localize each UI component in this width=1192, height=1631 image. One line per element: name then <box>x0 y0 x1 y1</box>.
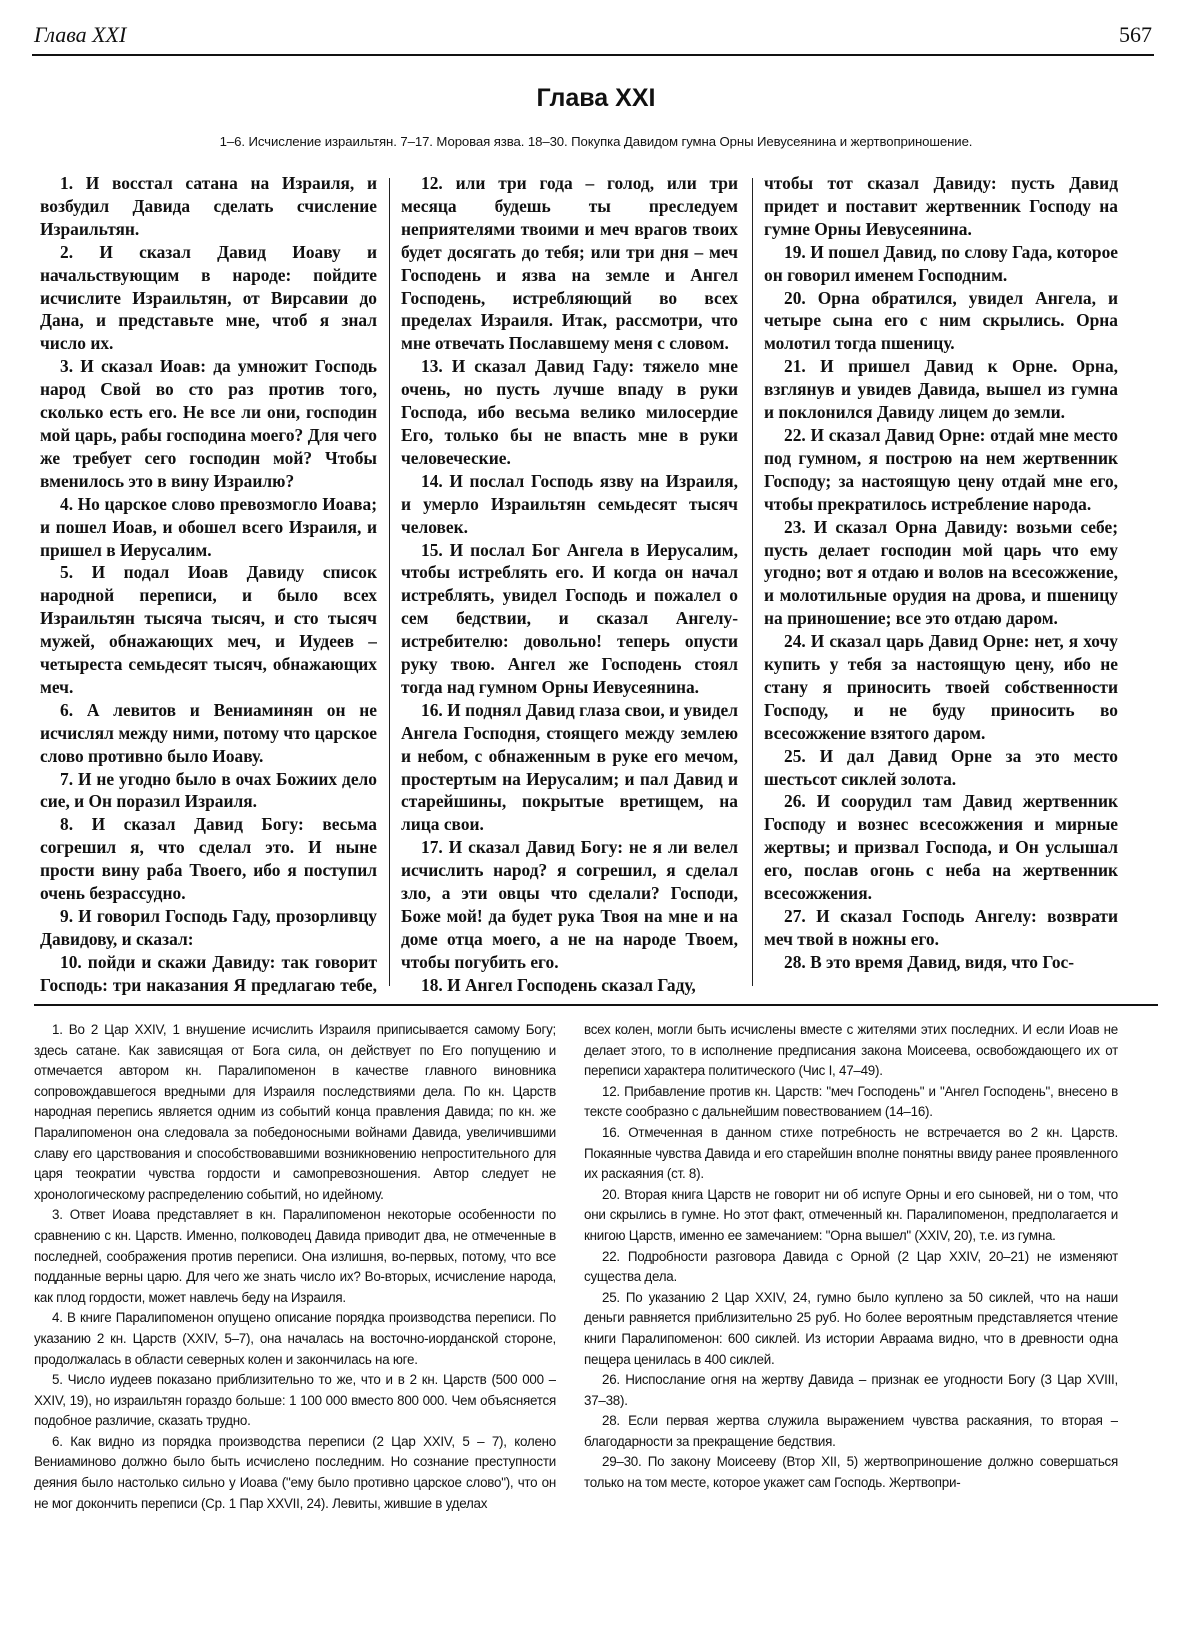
verse-13: 13. И сказал Давид Гаду: тяжело мне очень, но пусть лучше впаду в руки Господа, ибо весьма велико милосердие Его, только бы не впасть мне в руки человеческие. <box>401 356 738 468</box>
note-6: 6. Как видно из порядка производства переписи (2 Цар XXIV, 5 – 7), колено Вениаминово должно было быть исчислено последним. Но сознание преступности деяния было настолько сильно у Иоава ("ему было противно царское слово"), что он не мог докончить переписи (Ср. 1 Пар XXVII, 24). Левиты, жившие в уделах <box>34 1433 556 1511</box>
verse-20: 20. Орна обратился, увидел Ангела, и четыре сына его с ним скрылись. Орна молотил тогда пшеницу. <box>764 287 1118 354</box>
note-3: 3. Ответ Иоава представляет в кн. Паралипоменон некоторые особенности по сравнению с кн. Царств. Именно, полководец Давида приводит два, не отмеченные в последней, соображения против переписи. Она излишня, во-первых, потому, что все подданные верны царю. Для чего же знать число их? Во-вторых, исчисление народа, как плод гордости, может навлечь беду на Израиля. <box>34 1207 556 1305</box>
note-4: 4. В книге Паралипоменон опущено описание порядка производства переписи. По указанию 2 кн. Царств (XXIV, 5–7), она началась на восточно-иорданской стороне, продолжалась в области северных колен и закончилась на юге. <box>34 1310 556 1367</box>
note-20: 20. Вторая книга Царств не говорит ни об испуге Орны и его сыновей, ни о том, что они скрылись в гумне. Но этот факт, отмеченный кн. Паралипоменон, предполагается и книгою Царств, именно ее замечанием: "Орна вышел" (XXIV, 20), т.е. из гумна. <box>584 1186 1118 1243</box>
verse-17: 17. И сказал Давид Богу: не я ли велел исчислить народ? я согрешил, я сделал зло, а эти овцы что сделали? Господи, Боже мой! да будет рука Твоя на мне и на доме отца моего, а не на народе Твоем, чтобы погубить его. <box>401 837 738 972</box>
verse-25: 25. И дал Давид Орне за это место шестьсот сиклей золота. <box>764 745 1118 789</box>
chapter-title: Глава XXI <box>536 84 656 112</box>
verse-2: 2. И сказал Давид Иоаву и начальствующим в народе: пойдите исчислите Израильтян, от Вирсавии до Дана, и представьте мне, чтоб я знал число их. <box>40 241 377 354</box>
note-22: 22. Подробности разговора Давида с Орной (2 Цар XXIV, 20–21) не изменяют существа дела. <box>584 1248 1118 1285</box>
note-28: 28. Если первая жертва служила выражением чувства раскаяния, то вторая – благодарности за прекращение бедствия. <box>584 1413 1118 1449</box>
verse-3: 3. И сказал Иоав: да умножит Господь народ Свой во сто раз против того, сколько есть его. Не все ли они, господин мой царь, рабы господина моего? Для чего же требует сего господин мой? Чтобы вменилось это в вину Израилю? <box>40 356 377 491</box>
page-number: 567 <box>1119 22 1152 47</box>
verse-6: 6. А левитов и Вениаминян он не исчислял между ними, потому что царское слово противно было Иоаву. <box>40 699 377 766</box>
verse-23: 23. И сказал Орна Давиду: возьми себе; пусть делает господин мой царь что ему угодно; вот я отдаю и волов на всесожжение, и молотильные орудия на дрова, и пшеницу на приношение; все это отдаю даром. <box>764 516 1118 629</box>
verse-text <box>40 172 1118 996</box>
verse-column-3 <box>764 172 1118 996</box>
column-rule <box>389 178 390 986</box>
verse-21: 21. И пришел Давид к Орне. Орна, взглянув и увидев Давида, вышел из гумна и поклонился Давиду лицем до земли. <box>764 356 1118 423</box>
verse-27: 27. И сказал Господь Ангелу: возврати меч твой в ножны его. <box>764 906 1118 949</box>
verse-column-1 <box>40 172 377 996</box>
verse-22: 22. И сказал Давид Орне: отдай мне место под гумном, я построю на нем жертвенник Господу; за настоящую цену отдай мне его, чтобы прекратилось истребление народа. <box>764 424 1118 514</box>
verse-8: 8. И сказал Давид Богу: весьма согрешил я, что сделал это. И ныне прости вину раба Твоего, ибо я поступил очень безрассудно. <box>40 814 377 904</box>
commentary <box>34 1020 1118 1624</box>
note-12: 12. Прибавление против кн. Царств: "меч Господень" и "Ангел Господень", внесено в тексте сообразно с дальнейшим повествованием (14–16). <box>584 1083 1118 1120</box>
verse-16: 16. И поднял Давид глаза свои, и увидел Ангела Господня, стоящего между землею и небом, с обнаженным в руке его мечом, простертым на Иерусалим; и пал Давид и старейшины, покрытые вретищем, на лица свои. <box>401 699 738 835</box>
verse-19: 19. И пошел Давид, по слову Гада, которое он говорил именем Господним. <box>764 241 1118 285</box>
verse-26: 26. И соорудил там Давид жертвенник Господу и вознес всесожжения и мирные жертвы; и призвал Господа, и Он услышал его, послав огонь с неба на жертвенник всесожжения. <box>764 791 1118 904</box>
chapter-summary: 1–6. Исчисление израильтян. 7–17. Моровая язва. 18–30. Покупка Давидом гумна Орны Иевусеянина и жертвоприношение. <box>219 134 973 149</box>
verse-18: 18. И Ангел Господень сказал Гаду, <box>421 974 696 995</box>
verse-24: 24. И сказал царь Давид Орне: нет, я хочу купить у тебя за настоящую цену, ибо не стану я приносить твоей собственности Господу, и не буду приносить во всесожжение взятого даром. <box>764 631 1118 743</box>
verse-18-continued: чтобы тот сказал Давиду: пусть Давид придет и поставит жертвенник Господу на гумне Орны Иевусеянина. <box>764 173 1118 239</box>
note-6-continued: всех колен, могли быть исчислены вместе с жителями этих последних. И если Иоав не делает этого, то в исполнение предписания закона Моисеева, освобождающего их от переписи характера политического (Чис I, 47–49). <box>584 1022 1118 1079</box>
commentary-divider <box>34 1004 1158 1006</box>
note-29-30: 29–30. По закону Моисееву (Втор XII, 5) жертвоприношение должно совершаться только на том месте, которое укажет сам Господь. Жертвопри- <box>584 1454 1118 1491</box>
verse-column-2 <box>401 172 738 996</box>
verse-15: 15. И послал Бог Ангела в Иерусалим, чтобы истреблять его. И когда он начал истреблять, увидел Господь и пожалел о сем бедствии, и сказал Ангелу-истребителю: довольно! теперь опусти руку твою. Ангел же Господень стоял тогда над гумном Орны Иевусеянина. <box>401 539 738 697</box>
note-26: 26. Ниспослание огня на жертву Давида – признак ее угодности Богу (3 Цар XVIII, 37–38). <box>584 1372 1118 1408</box>
note-1: 1. Во 2 Цар XXIV, 1 внушение исчислить Израиля приписывается самому Богу; здесь сатане. Как зависящая от Бога сила, он действует по Его попущению и отмечается автором кн. Паралипоменон в качестве главного виновника сопровождавшегося вредными для Израиля последствиями дела. По кн. Царств народная перепись является одним из событий конца правления Давида; по кн. же Паралипоменон она следовала за победоносными войнами Давида, увеличившими славу его царствования и способствовавшими возникновению непростительного для царя теократии чувства гордости и самопревознoшения. Автор следует не хронологическому распределению событий, но идейному. <box>34 1022 556 1202</box>
verse-9: 9. И говорил Господь Гаду, прозорливцу Давидову, и сказал: <box>40 906 377 949</box>
verse-5: 5. И подал Иоав Давиду список народной переписи, и было всех Израильтян тысяча тысяч, и сто тысяч мужей, обнажающих меч, и Иудеев – четыреста семьдесят тысяч, обнажающих меч. <box>40 562 377 697</box>
note-5: 5. Число иудеев показано приблизительно то же, что и в 2 кн. Царств (500 000 – XXIV, 19), но израильтян гораздо больше: 1 100 000 вместо 800 000. Чем объясняется подобное различие, сказать трудно. <box>34 1372 556 1429</box>
commentary-column-2 <box>584 1020 1118 1624</box>
note-25: 25. По указанию 2 Цар XXIV, 24, гумно было куплено за 50 сиклей, что на наши деньги равняется приблизительно 25 руб. Но более вероятным представляется чтение книги Паралипоменон: 600 сиклей. Из истории Авраама видно, что в древности одна пещера ценилась в 400 сиклей. <box>584 1289 1118 1367</box>
verse-10: 10. пойди и скажи Давиду: так говорит Господь: три наказания Я предлагаю тебе, <box>40 951 377 995</box>
commentary-column-1 <box>34 1020 556 1624</box>
running-title: Глава XXI <box>34 22 127 47</box>
verse-14: 14. И послал Господь язву на Израиля, и умерло Израильтян семьдесят тысяч человек. <box>401 470 738 537</box>
note-16: 16. Отмеченная в данном стихе потребность не встречается во 2 кн. Царств. Покаянные чувства Давида и его старейшин вполне понятны ввиду ранее проявленного их раскаяния (ст. 8). <box>584 1124 1118 1182</box>
verse-28: 28. В это время Давид, видя, что Гос- <box>784 951 1075 972</box>
verse-7: 7. И не угодно было в очах Божиих дело сие, и Он поразил Израиля. <box>40 768 377 812</box>
verse-12: 12. или три года – голод, или три месяца будешь ты преследуем неприятелями твоими и меч врагов твоих будет досягать до тебя; или три дня – меч Господень и язва на земле и Ангел Господень, истребляющий во всех пределах Израиля. Итак, рассмотри, что мне отвечать Пославшему меня с словом. <box>401 173 738 354</box>
verse-4: 4. Но царское слово превозмогло Иоава; и пошел Иоав, и обошел всего Израиля, и пришел в Иерусалим. <box>40 493 377 560</box>
verse-1: 1. И восстал сатана на Израиля, и возбудил Давида сделать счисление Израильтян. <box>40 173 377 239</box>
column-rule <box>752 178 753 986</box>
running-head <box>32 20 1154 56</box>
